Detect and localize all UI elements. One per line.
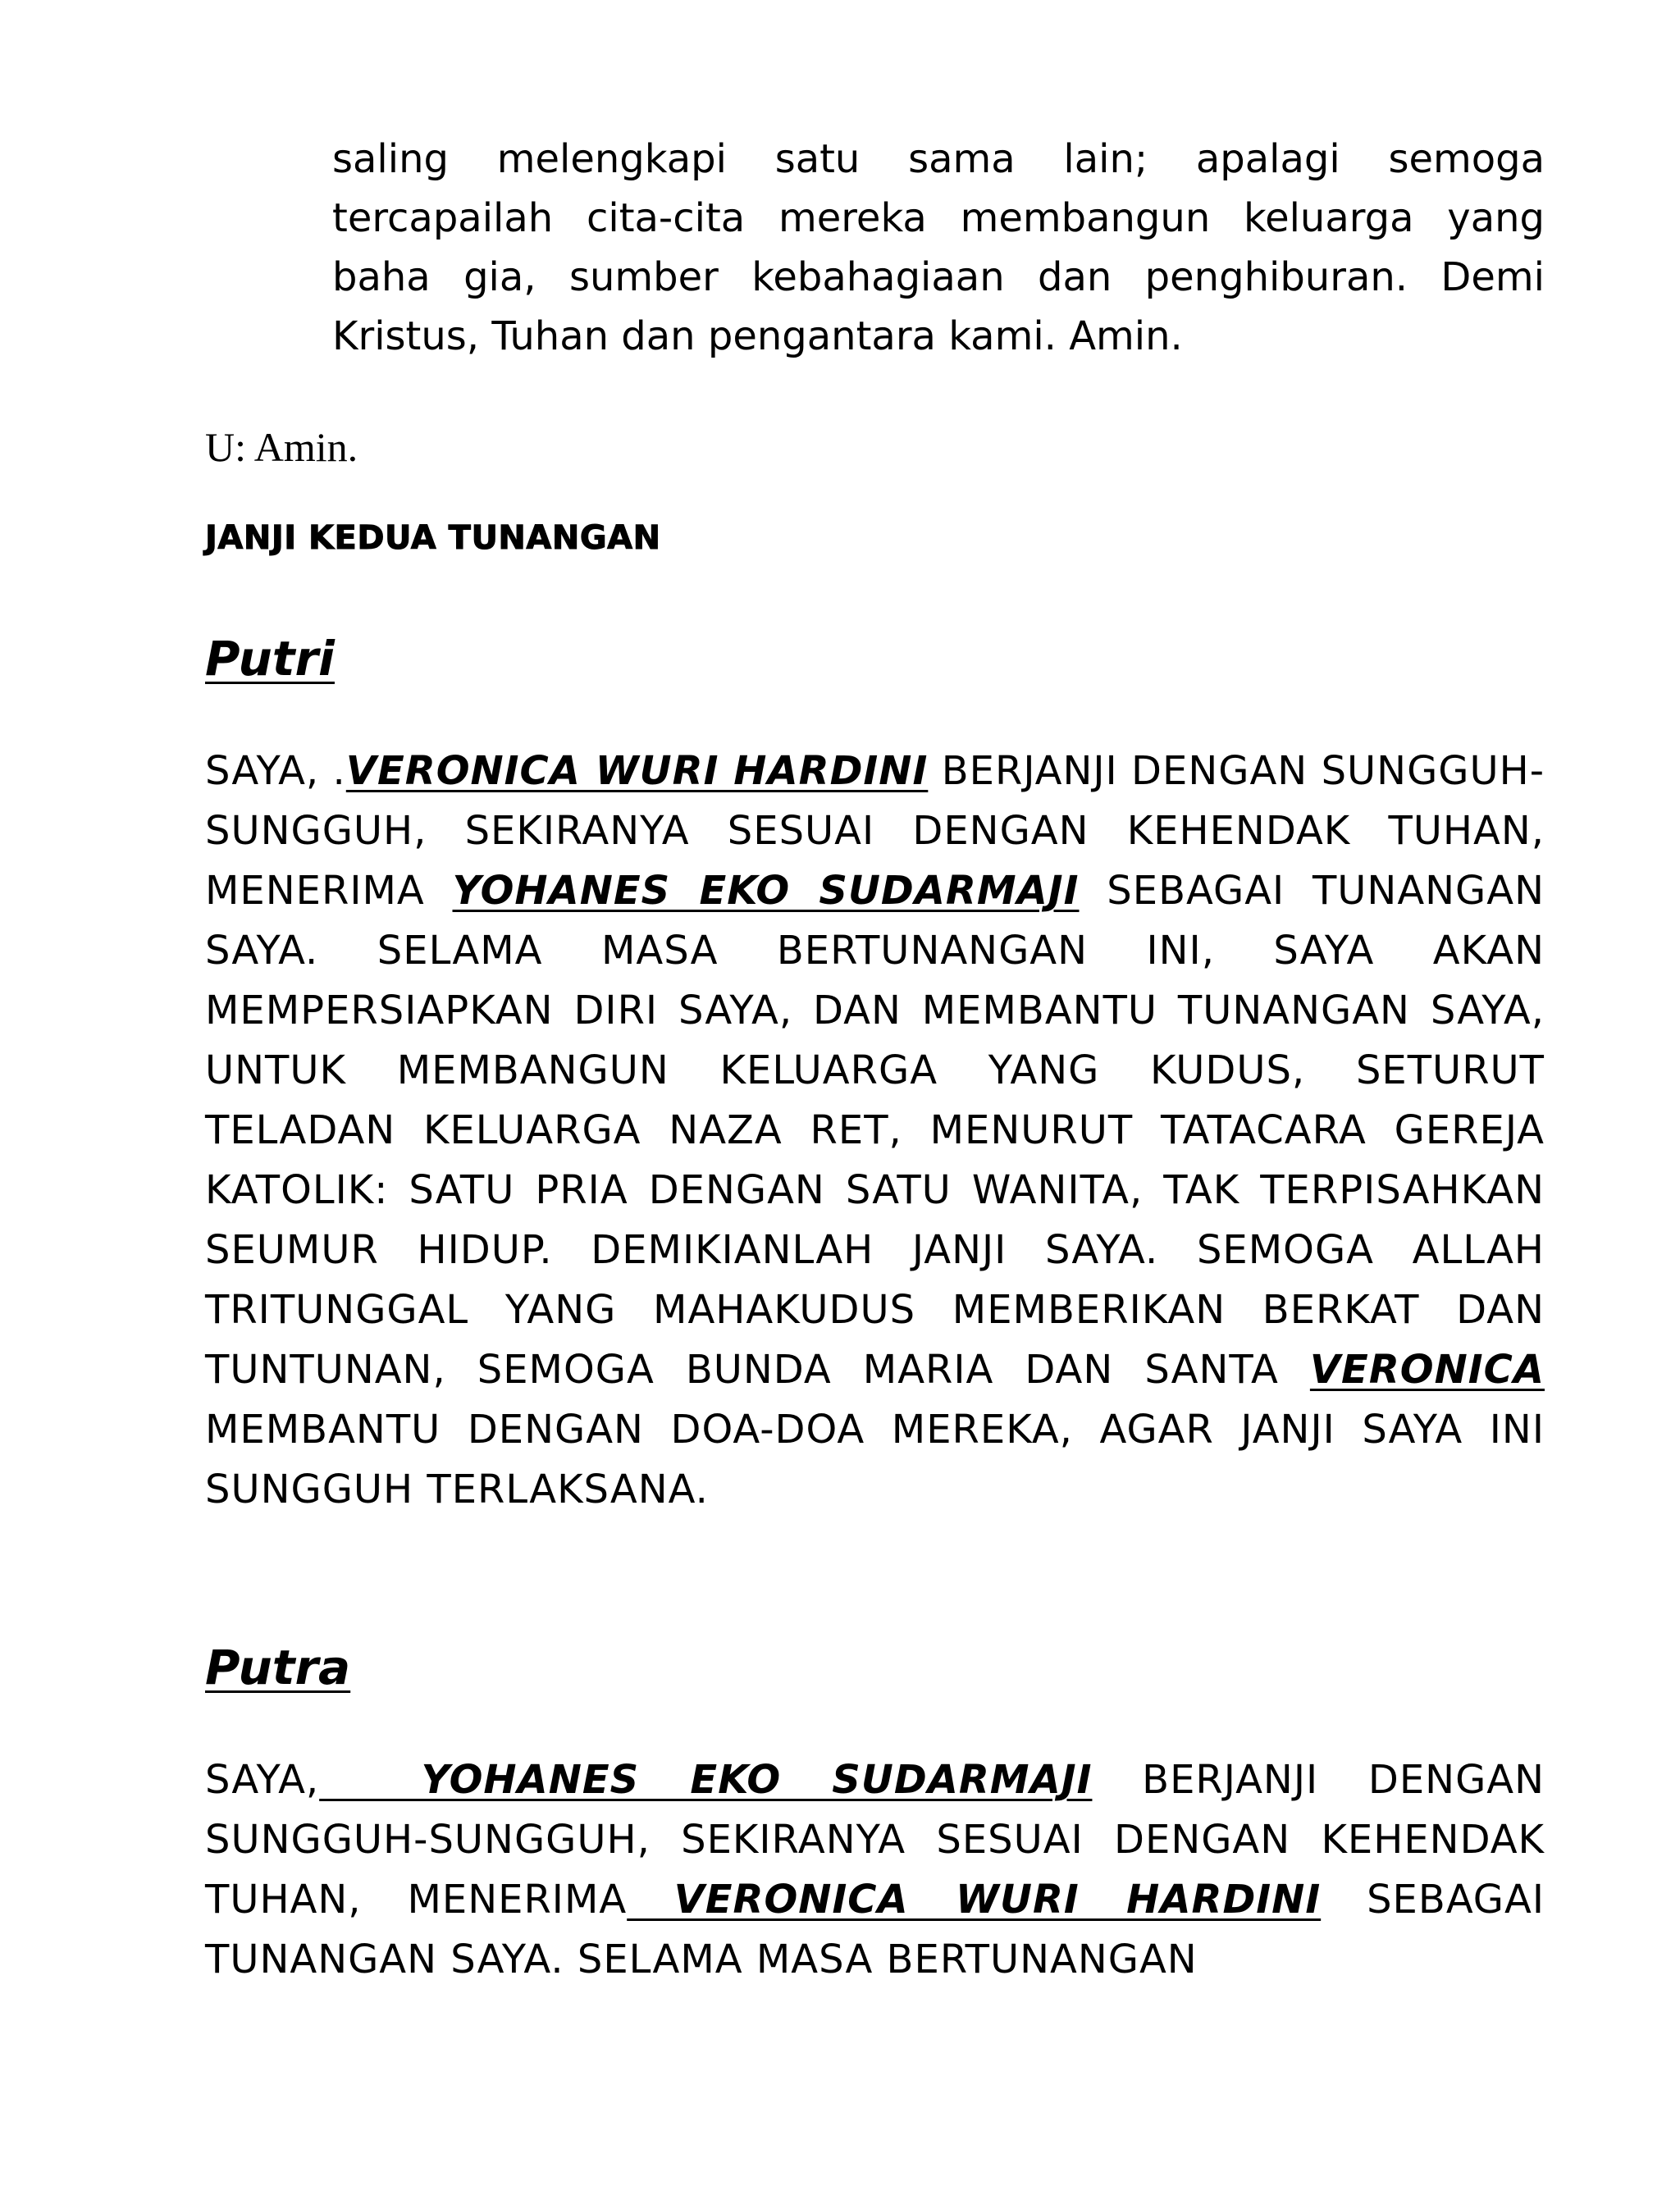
section-title: JANJI KEDUA TUNANGAN	[205, 519, 661, 557]
putri-patron-name: VERONICA	[1309, 1347, 1545, 1393]
putri-vow-part3: SEBAGAI TUNANGAN SAYA. SELAMA MASA BERTUNANGAN INI, SAYA AKAN MEMPERSIAPKAN DIRI SAYA, DAN MEMBANTU TUNANGAN SAYA, UNTUK MEMBANGUN KELUARGA YANG KUDUS, SETURUT TELADAN KELUARGA NAZA RET, MENURUT TATACARA GEREJA KATOLIK: SATU PRIA DENGAN SATU WANITA, TAK TERPISAHKAN SEUMUR HIDUP. DEMIKIANLAH JANJI SAYA. SEMOGA ALLAH TRITUNGGAL YANG MAHAKUDUS MEMBERIKAN BERKAT DAN TUNTUNAN, SEMOGA BUNDA MARIA DAN SANTA	[205, 868, 1545, 1393]
putra-heading: Putra	[205, 1640, 351, 1695]
putra-self-name: YOHANES EKO SUDARMAJI	[319, 1757, 1093, 1803]
putri-vow-prefix: SAYA, .	[205, 748, 346, 794]
putri-vow-part4: MEMBANTU DENGAN DOA-DOA MEREKA, AGAR JANJI SAYA INI SUNGGUH TERLAKSANA.	[205, 1407, 1545, 1512]
prayer-paragraph: saling melengkapi satu sama lain; apalagi semoga tercapailah cita-cita mereka membangun keluarga yang baha gia, sumber kebahagiaan dan penghiburan. Demi Kristus, Tuhan dan pengantara kami. Amin.	[332, 136, 1545, 359]
putra-vow-part3: SEBAGAI TUNANGAN SAYA. SELAMA MASA BERTUNANGAN	[205, 1877, 1545, 1982]
congregation-response: U: Amin.	[205, 424, 358, 470]
putra-vow-part2: BERJANJI DENGAN SUNGGUH-SUNGGUH, SEKIRANYA SESUAI DENGAN KEHENDAK TUHAN, MENERIMA	[205, 1757, 1545, 1923]
putra-vow	[205, 1750, 1545, 1990]
putri-vow	[205, 741, 1545, 1520]
putri-partner-name: YOHANES EKO SUDARMAJI	[452, 868, 1080, 914]
putra-partner-name: VERONICA WURI HARDINI	[627, 1877, 1322, 1923]
putri-self-name: VERONICA WURI HARDINI	[345, 748, 929, 794]
putra-vow-prefix: SAYA,	[205, 1757, 320, 1803]
putri-vow-part2: BERJANJI DENGAN SUNGGUH-SUNGGUH, SEKIRANYA SESUAI DENGAN KEHENDAK TUHAN, MENERIMA	[205, 748, 1545, 914]
putri-heading: Putri	[205, 631, 335, 687]
